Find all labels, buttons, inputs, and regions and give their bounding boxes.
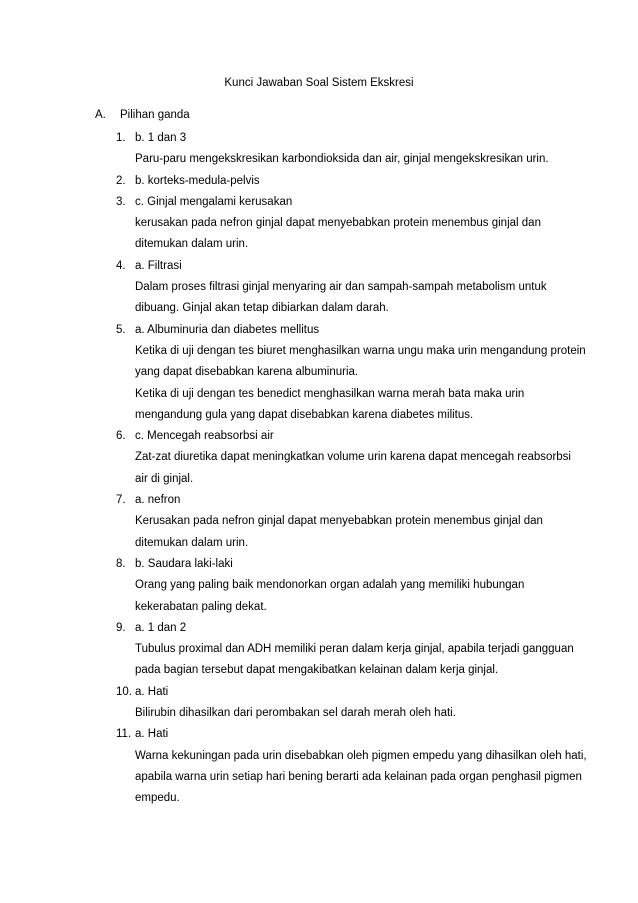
answer-choice: a. Filtrasi bbox=[135, 259, 182, 272]
section-letter: A. bbox=[95, 109, 106, 121]
answer-number: 2. bbox=[116, 174, 126, 187]
answer-explanation bbox=[0, 128, 570, 171]
answer-choice: c. Ginjal mengalami kerusakan bbox=[135, 195, 293, 208]
explanation-line: Paru-paru mengekskresikan karbondioksida dan air, ginjal mengekskresikan urin. bbox=[135, 153, 549, 166]
explanation-line: apabila warna urin setiap hari bening berarti ada kelainan pada organ penghasil pigmen bbox=[135, 770, 582, 783]
explanation-line: yang dapat disebabkan karena albuminuria. bbox=[135, 366, 359, 379]
answer-number: 7. bbox=[116, 494, 126, 507]
explanation-line: Ketika di uji dengan tes biuret menghasilkan warna ungu maka urin mengandung protein bbox=[135, 344, 586, 357]
explanation-line: Warna kekuningan pada urin disebabkan oleh pigmen empedu yang dihasilkan oleh hati, bbox=[135, 749, 587, 762]
answer-explanation bbox=[0, 682, 570, 725]
answer-item bbox=[0, 724, 638, 809]
answer-item bbox=[0, 320, 638, 426]
explanation-line: Zat-zat diuretika dapat meningkatkan volume urin karena dapat mencegah reabsorbsi bbox=[135, 451, 571, 464]
answer-number: 3. bbox=[116, 195, 126, 208]
answer-choice: c. Mencegah reabsorbsi air bbox=[135, 430, 274, 443]
answer-number: 11. bbox=[116, 728, 132, 741]
explanation-line: Orang yang paling baik mendonorkan organ adalah yang memiliki hubungan bbox=[135, 579, 525, 592]
section-label: Pilihan ganda bbox=[120, 109, 190, 121]
answer-explanation bbox=[0, 724, 587, 809]
answer-item bbox=[0, 682, 638, 725]
explanation-line: Bilirubin dihasilkan dari perombakan sel darah merah oleh hati. bbox=[135, 707, 456, 720]
explanation-line: pada bagian tersebut dapat mengakibatkan kelainan dalam kerja ginjal. bbox=[135, 664, 499, 677]
explanation-line: ditemukan dalam urin. bbox=[135, 238, 249, 251]
answer-choice: a. Albuminuria dan diabetes mellitus bbox=[135, 323, 320, 336]
explanation-line: kekerabatan paling dekat. bbox=[135, 600, 267, 613]
answer-choice: a. nefron bbox=[135, 494, 181, 507]
answer-choice: b. korteks-medula-pelvis bbox=[135, 174, 260, 187]
answer-choice: a. Hati bbox=[135, 728, 169, 741]
answer-number: 4. bbox=[116, 259, 126, 272]
answer-number: 9. bbox=[116, 621, 126, 634]
answer-choice: a. 1 dan 2 bbox=[135, 621, 187, 634]
answer-item bbox=[0, 554, 638, 618]
explanation-line: Dalam proses filtrasi ginjal menyaring air dan sampah-sampah metabolism untuk bbox=[135, 281, 547, 294]
explanation-line: air di ginjal. bbox=[135, 472, 194, 485]
explanation-line: dibuang. Ginjal akan tetap dibiarkan dalam darah. bbox=[135, 302, 389, 315]
explanation-line: ditemukan dalam urin. bbox=[135, 536, 249, 549]
answer-explanation bbox=[0, 256, 570, 320]
answer-explanation bbox=[0, 171, 570, 192]
answer-number: 6. bbox=[116, 430, 126, 443]
explanation-line: Kerusakan pada nefron ginjal dapat menyebabkan protein menembus ginjal dan bbox=[135, 515, 543, 528]
answer-number: 8. bbox=[116, 557, 126, 570]
answer-number: 10. bbox=[116, 685, 132, 698]
answer-item bbox=[0, 171, 638, 192]
answer-choice: b. 1 dan 3 bbox=[135, 132, 187, 144]
answer-choice: a. Hati bbox=[135, 685, 169, 698]
answer-item bbox=[0, 426, 638, 490]
answer-explanation bbox=[0, 554, 570, 618]
explanation-line: mengandung gula yang dapat disebabkan karena diabetes militus. bbox=[135, 408, 474, 421]
explanation-line: Tubulus proximal dan ADH memiliki peran dalam kerja ginjal, apabila terjadi gangguan bbox=[135, 643, 574, 656]
answer-item bbox=[0, 192, 638, 256]
answer-explanation bbox=[0, 618, 574, 682]
answer-number: 5. bbox=[116, 323, 126, 336]
answer-explanation bbox=[0, 490, 570, 554]
answer-list bbox=[0, 128, 638, 810]
explanation-line: Ketika di uji dengan tes benedict menghasilkan warna merah bata maka urin bbox=[135, 387, 525, 400]
section-heading bbox=[95, 107, 190, 123]
answer-item bbox=[0, 490, 638, 554]
answer-item bbox=[0, 256, 638, 320]
answer-choice: b. Saudara laki-laki bbox=[135, 557, 233, 570]
explanation-line: empedu. bbox=[135, 792, 180, 805]
answer-explanation bbox=[0, 426, 570, 490]
answer-item bbox=[0, 618, 638, 682]
answer-number: 1. bbox=[116, 132, 126, 144]
answer-item bbox=[0, 128, 638, 171]
document-title: Kunci Jawaban Soal Sistem Ekskresi bbox=[224, 77, 414, 89]
explanation-line: kerusakan pada nefron ginjal dapat menyebabkan protein menembus ginjal dan bbox=[135, 217, 541, 230]
